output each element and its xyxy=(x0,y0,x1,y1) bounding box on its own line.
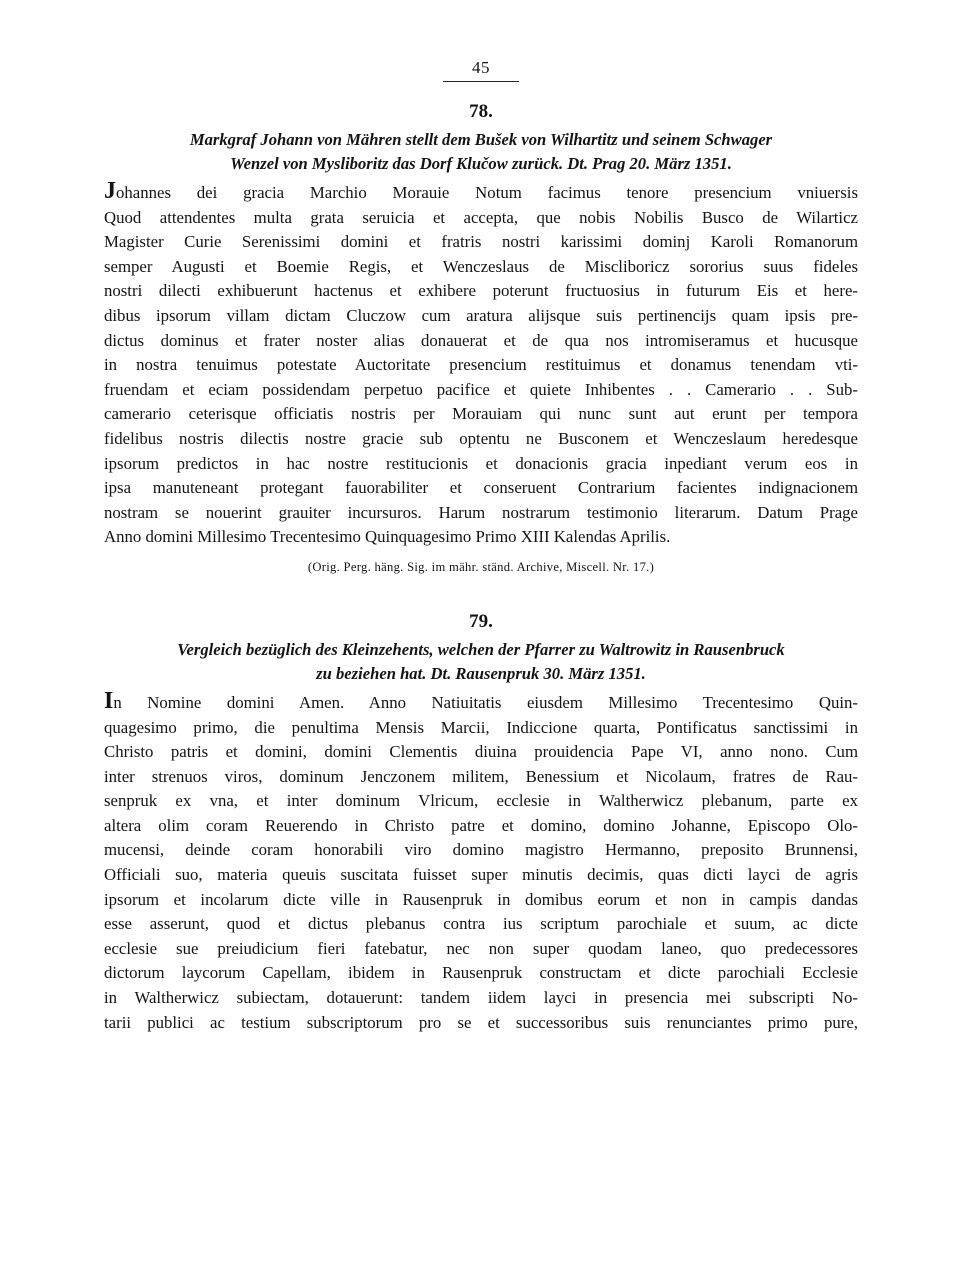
body-line: inter strenuos viros, dominum Jenczonem militem, Benessium et Nicolaum, fratres de Rau- xyxy=(104,766,858,786)
body-line xyxy=(104,691,858,716)
body-line: fidelibus nostris dilectis nostre gracie sub optentu ne Busconem et Wenczeslaum heredesque xyxy=(104,428,858,448)
body-line: senpruk ex vna, et inter dominum Vlricum, ecclesie in Waltherwicz plebanum, parte ex xyxy=(104,791,858,811)
body-line: ecclesie sue preiudicium fieri fatebatur, nec non super quodam laneo, quo predecessores xyxy=(104,938,858,958)
body-line xyxy=(104,181,858,206)
initial-letter: I xyxy=(104,690,114,714)
document-number: 78. xyxy=(469,101,493,122)
document-body xyxy=(104,691,858,1035)
body-line: fruendam et eciam possidendam perpetuo pacifice et quiete Inhibentes . . Camerario . . Sub- xyxy=(104,379,858,399)
document-number: 79. xyxy=(469,610,493,632)
page-number: 45 xyxy=(472,58,490,77)
body-line: altera olim coram Reuerendo in Christo patre et domino, domino Johanne, Episcopo Olo- xyxy=(104,815,858,835)
body-line: Officiali suo, materia queuis suscitata fuisset super minutis decimis, quas dicti layci de agris xyxy=(104,865,858,885)
body-line: mucensi, deinde coram honorabili viro domino magistro Hermanno, preposito Brunnensi, xyxy=(104,840,858,860)
body-line: semper Augusti et Boemie Regis, et Wenczeslaus de Miscliboricz sororius suus fideles xyxy=(104,256,858,276)
body-line-text: ohannes dei gracia Marchio Morauie Notum facimus tenore presencium vniuersis xyxy=(116,183,858,202)
initial-letter: J xyxy=(104,181,116,204)
body-line: quagesimo primo, die penultima Mensis Marcii, Indiccione quarta, Pontificatus sanctissimi in xyxy=(104,717,858,737)
document-title-line: Markgraf Johann von Mähren stellt dem Bušek von Wilhartitz und seinem Schwager xyxy=(189,130,773,149)
body-line: ipsa manuteneant protegant fauorabiliter et conseruent Contrarium facientes indignacionem xyxy=(104,478,858,498)
body-line: Quod attendentes multa grata seruicia et accepta, que nobis Nobilis Busco de Wilarticz xyxy=(104,207,858,227)
source-note: (Orig. Perg. häng. Sig. im mähr. ständ. Archive, Miscell. Nr. 17.) xyxy=(307,559,655,574)
body-line: dibus ipsorum villam dictam Cluczow cum aratura alijsque suis pertinencijs quam ipsis pre- xyxy=(104,305,858,325)
body-line: Magister Curie Serenissimi domini et fratris nostri karissimi dominj Karoli Romanorum xyxy=(104,232,858,252)
document-body xyxy=(104,181,858,550)
body-line: camerario ceterisque officiatis nostris per Morauiam qui nunc sunt aut erunt per tempora xyxy=(104,404,858,424)
body-line: in nostra tenuimus potestate Auctoritate presencium restituimus et donamus tenendam vti- xyxy=(104,355,858,375)
body-line: ipsorum predictos in hac nostre restitucionis et donacionis gracia inpediant verum eos in xyxy=(104,453,858,473)
body-line: in Waltherwicz subiectam, dotauerunt: tandem iidem layci in presencia mei subscripti No- xyxy=(104,988,858,1008)
document-title-line: zu beziehen hat. Dt. Rausenpruk 30. März 1351. xyxy=(316,663,646,683)
body-line: nostri dilecti exhibuerunt hactenus et exhibere poterunt fructuosius in futurum Eis et here- xyxy=(104,281,858,301)
body-line: dictus dominus et frater noster alias donauerat et de qua nos intromiseramus et hucusque xyxy=(104,330,858,350)
page-number-rule xyxy=(443,81,519,82)
body-line: ipsorum et incolarum dicte ville in Rausenpruk in domibus eorum et non in campis dandas xyxy=(104,889,858,909)
body-line-text: n Nomine domini Amen. Anno Natiuitatis eiusdem Millesimo Trecentesimo Quin- xyxy=(113,692,858,712)
body-line: Anno domini Millesimo Trecentesimo Quinquagesimo Primo XIII Kalendas Aprilis. xyxy=(104,527,671,547)
body-line: esse asserunt, quod et dictus plebanus contra ius scriptum parochiale et suum, ac dicte xyxy=(104,914,858,934)
document-page xyxy=(104,58,858,1035)
body-line: Christo patris et domini, domini Clementis diuina prouidencia Pape VI, anno nono. Cum xyxy=(104,742,858,762)
document-title xyxy=(104,128,858,176)
document-title xyxy=(104,638,858,686)
document-title-line: Wenzel von Mysliboritz das Dorf Klučow zurück. Dt. Prag 20. März 1351. xyxy=(230,154,732,173)
body-line: dictorum laycorum Capellam, ibidem in Rausenpruk constructam et dicte parochiali Ecclesie xyxy=(104,963,858,983)
body-line: nostram se nouerint grauiter incursuros. Harum nostrarum testimonio literarum. Datum Prage xyxy=(104,502,858,522)
body-line: tarii publici ac testium subscriptorum pro se et successoribus suis renunciantes primo pure, xyxy=(104,1012,858,1032)
document-title-line: Vergleich bezüglich des Kleinzehents, welchen der Pfarrer zu Waltrowitz in Rausenbruck xyxy=(177,639,785,659)
